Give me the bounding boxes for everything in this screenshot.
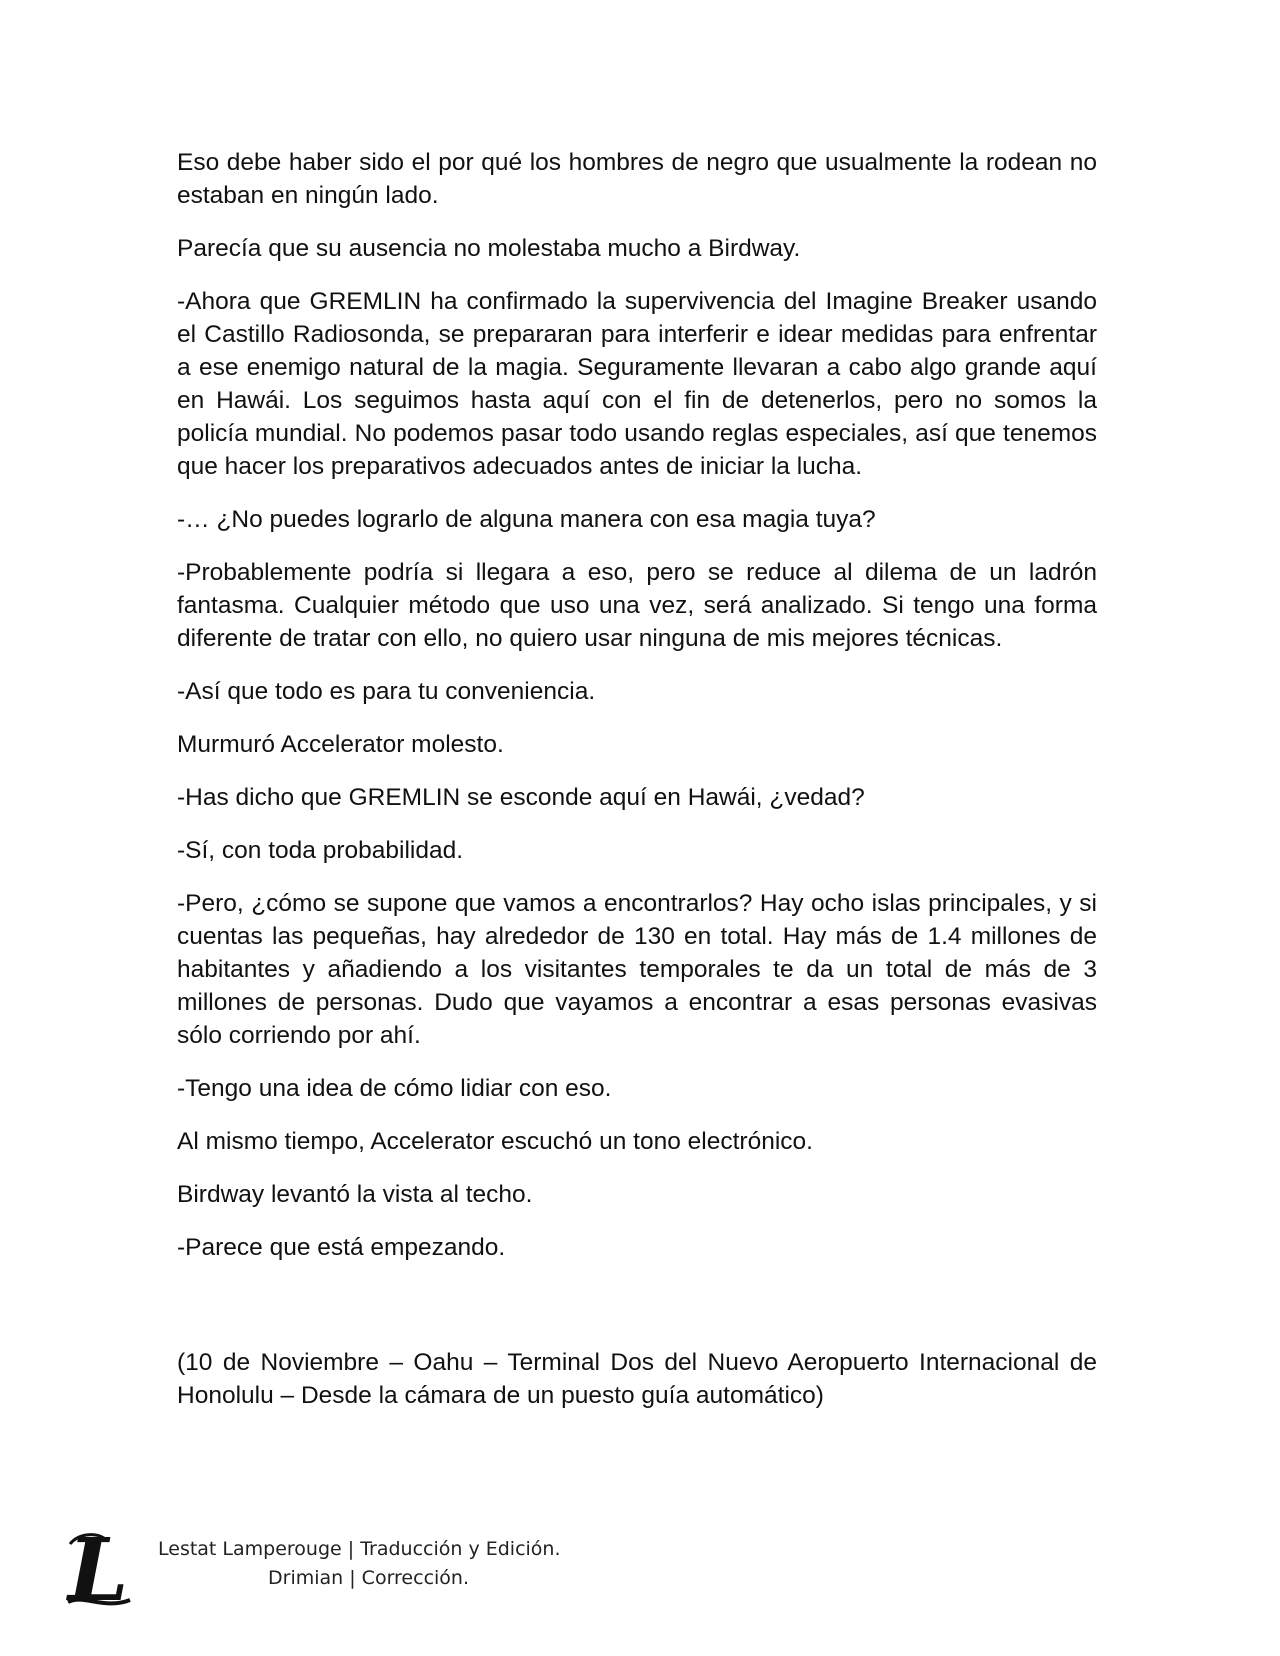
document-body [177, 146, 1097, 1432]
paragraph-6: -Así que todo es para tu conveniencia. [177, 678, 596, 705]
page-footer [64, 1530, 764, 1630]
paragraph-9: -Sí, con toda probabilidad. [177, 837, 464, 864]
paragraph-3: -Ahora que GREMLIN ha confirmado la supervivencia del Imagine Breaker usando el Castillo Radiosonda, se prepararan para interferir e idear medidas para enfrentar a ese enemigo natural de la magia. Seguramente llevaran a cabo algo grande aquí en Hawái. Los seguimos hasta aquí con el fin de detenerlos, pero no somos la policía mundial. No podemos pasar todo usando reglas especiales, así que tenemos que hacer los preparativos adecuados antes de iniciar la lucha. [177, 288, 1097, 480]
footer-credits [158, 1535, 561, 1593]
paragraph-11: -Tengo una idea de cómo lidiar con eso. [177, 1075, 612, 1102]
paragraph-5: -Probablemente podría si llegara a eso, pero se reduce al dilema de un ladrón fantasma. Cualquier método que uso una vez, será analizado. Si tengo una forma diferente de tratar con ello, no quiero usar ninguna de mis mejores técnicas. [177, 559, 1097, 652]
paragraph-4: -… ¿No puedes lograrlo de alguna manera con esa magia tuya? [177, 506, 876, 533]
credit-translation: Lestat Lamperouge | Traducción y Edición. [158, 1538, 561, 1560]
paragraph-7: Murmuró Accelerator molesto. [177, 731, 504, 758]
section-spacer [177, 1284, 1097, 1346]
credit-correction: Drimian | Corrección. [268, 1567, 470, 1589]
gothic-l-logo-icon [64, 1530, 134, 1610]
paragraph-10: -Pero, ¿cómo se supone que vamos a encontrarlos? Hay ocho islas principales, y si cuentas las pequeñas, hay alrededor de 130 en total. Hay más de 1.4 millones de habitantes y añadiendo a los visitantes temporales te da un total de más de 3 millones de personas. Dudo que vayamos a encontrar a esas personas evasivas sólo corriendo por ahí. [177, 890, 1097, 1049]
paragraph-2: Parecía que su ausencia no molestaba mucho a Birdway. [177, 235, 801, 262]
paragraph-12: Al mismo tiempo, Accelerator escuchó un tono electrónico. [177, 1128, 813, 1155]
scene-heading: (10 de Noviembre – Oahu – Terminal Dos del Nuevo Aeropuerto Internacional de Honolulu – Desde la cámara de un puesto guía automático) [177, 1349, 1097, 1409]
paragraph-14: -Parece que está empezando. [177, 1234, 506, 1261]
svg-text:L: L [68, 1530, 129, 1610]
paragraph-8: -Has dicho que GREMLIN se esconde aquí en Hawái, ¿vedad? [177, 784, 865, 811]
paragraph-1: Eso debe haber sido el por qué los hombres de negro que usualmente la rodean no estaban en ningún lado. [177, 149, 1097, 209]
paragraph-13: Birdway levantó la vista al techo. [177, 1181, 533, 1208]
